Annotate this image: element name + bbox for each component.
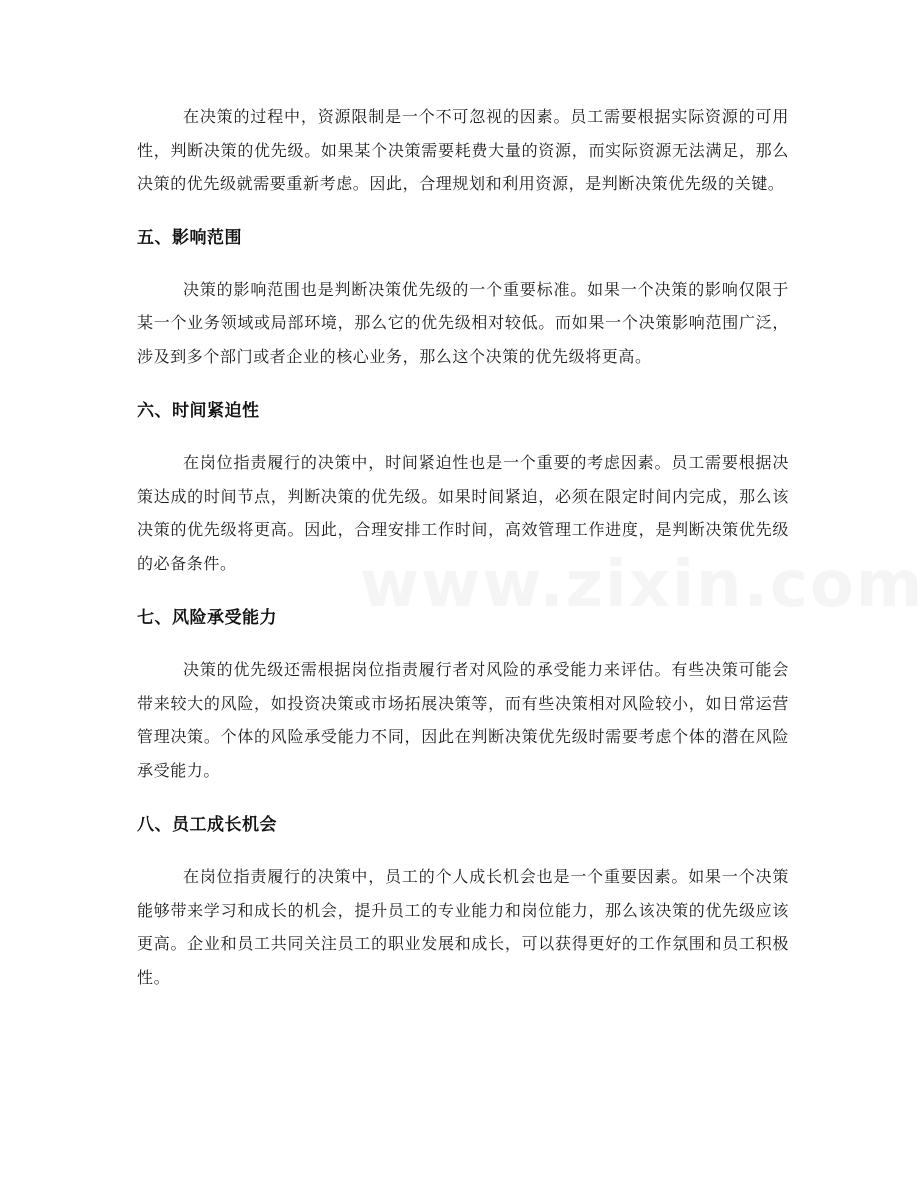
section-heading-time-urgency: 六、时间紧迫性 [137,401,260,421]
document-body [137,100,789,994]
paragraph-impact-scope: 决策的影响范围也是判断决策优先级的一个重要标准。如果一个决策的影响仅限于某一个业务领域或局部环境，那么它的优先级相对较低。而如果一个决策影响范围广泛，涉及到多个部门或者企业的核心业务，那么这个决策的优先级将更高。 [137,279,789,366]
paragraph-risk-tolerance: 决策的优先级还需根据岗位指责履行者对风险的承受能力来评估。有些决策可能会带来较大的风险，如投资决策或市场拓展决策等，而有些决策相对风险较小，如日常运营管理决策。个体的风险承受能力不同，因此在判断决策优先级时需要考虑个体的潜在风险承受能力。 [137,660,789,780]
paragraph-resource-limits: 在决策的过程中，资源限制是一个不可忽视的因素。员工需要根据实际资源的可用性，判断决策的优先级。如果某个决策需要耗费大量的资源，而实际资源无法满足，那么决策的优先级就需要重新考虑。因此，合理规划和利用资源，是判断决策优先级的关键。 [137,107,789,193]
paragraph-time-urgency: 在岗位指责履行的决策中，时间紧迫性也是一个重要的考虑因素。员工需要根据决策达成的时间节点，判断决策的优先级。如果时间紧迫，必须在限定时间内完成，那么该决策的优先级将更高。因此，合理安排工作时间，高效管理工作进度，是判断决策优先级的必备条件。 [137,453,789,573]
paragraph-growth-opportunity: 在岗位指责履行的决策中，员工的个人成长机会也是一个重要因素。如果一个决策能够带来学习和成长的机会，提升员工的专业能力和岗位能力，那么该决策的优先级应该更高。企业和员工共同关注员工的职业发展和成长，可以获得更好的工作氛围和员工积极性。 [137,867,789,987]
section-heading-risk-tolerance: 七、风险承受能力 [137,608,277,628]
section-heading-impact-scope: 五、影响范围 [137,227,242,248]
section-heading-growth-opportunity: 八、员工成长机会 [137,815,277,835]
